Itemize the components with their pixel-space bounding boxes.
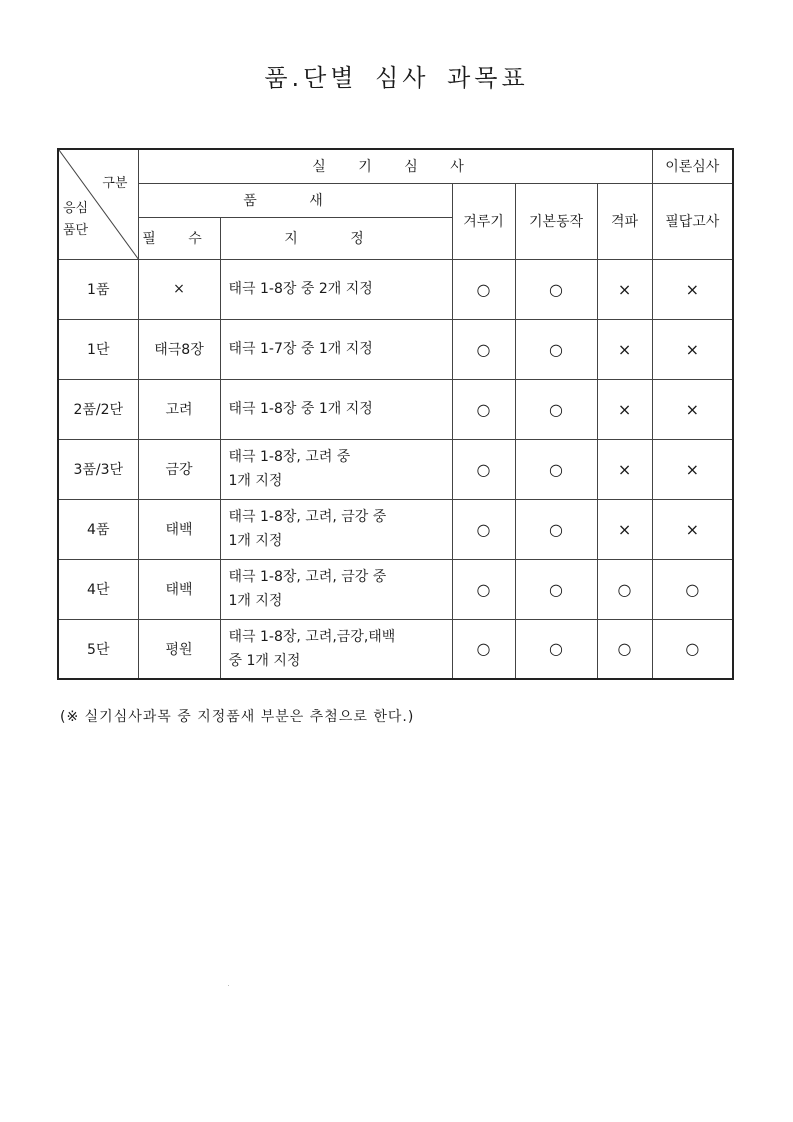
table-row	[58, 319, 733, 379]
header-row-2	[58, 183, 733, 217]
designated-line-2: 1개 지정	[228, 533, 283, 549]
designated-line-1: 태극 1-8장, 고려,금강,태백	[228, 628, 396, 645]
breaking-cell: ×	[597, 439, 652, 499]
required-cell: ×	[138, 259, 220, 319]
header-basics: 기본동작	[515, 183, 597, 259]
required-cell: 고려	[138, 379, 220, 439]
required-cell: 금강	[138, 439, 220, 499]
sparring-cell: ○	[452, 379, 515, 439]
written-cell: ○	[652, 619, 733, 679]
header-designated: 지 정	[220, 217, 452, 259]
sparring-cell: ○	[452, 439, 515, 499]
designated-cell	[220, 559, 452, 619]
breaking-cell: ○	[597, 619, 652, 679]
scan-speck	[228, 985, 229, 986]
exam-subject-table	[57, 148, 734, 680]
designated-line-2: 1개 지정	[228, 473, 283, 489]
designated-cell: 태극 1-8장 중 2개 지정	[220, 259, 452, 319]
rank-cell: 2품/2단	[58, 379, 138, 439]
sparring-cell: ○	[452, 559, 515, 619]
rank-cell: 1단	[58, 319, 138, 379]
corner-rank-label	[63, 198, 88, 242]
basics-cell: ○	[515, 499, 597, 559]
designated-line-1: 태극 1-8장, 고려, 금강 중	[228, 509, 387, 525]
basics-cell: ○	[515, 559, 597, 619]
sparring-cell: ○	[452, 259, 515, 319]
written-cell: ×	[652, 499, 733, 559]
header-sparring: 겨루기	[452, 183, 515, 259]
designated-cell: 태극 1-7장 중 1개 지정	[220, 319, 452, 379]
corner-rank-line-1: 응심	[63, 201, 89, 216]
breaking-cell: ×	[597, 319, 652, 379]
header-theory: 이론심사	[652, 149, 733, 183]
designated-cell	[220, 619, 452, 679]
table-row	[58, 259, 733, 319]
written-cell: ×	[652, 259, 733, 319]
designated-cell: 태극 1-8장 중 1개 지정	[220, 379, 452, 439]
header-row-1	[58, 149, 733, 183]
required-cell: 태극8장	[138, 319, 220, 379]
required-cell: 평원	[138, 619, 220, 679]
header-practical: 실 기 심 사	[138, 149, 652, 183]
sparring-cell: ○	[452, 619, 515, 679]
required-cell: 태백	[138, 559, 220, 619]
table-row	[58, 379, 733, 439]
breaking-cell: ×	[597, 379, 652, 439]
sparring-cell: ○	[452, 499, 515, 559]
rank-cell: 3품/3단	[58, 439, 138, 499]
required-cell: 태백	[138, 499, 220, 559]
table-row	[58, 559, 733, 619]
designated-line-2: 중 1개 지정	[228, 652, 301, 669]
written-cell: ×	[652, 319, 733, 379]
breaking-cell: ×	[597, 259, 652, 319]
header-poomsae: 품 새	[138, 183, 452, 217]
written-cell: ×	[652, 379, 733, 439]
written-cell: ○	[652, 559, 733, 619]
rank-cell: 1품	[58, 259, 138, 319]
designated-cell	[220, 499, 452, 559]
written-cell: ×	[652, 439, 733, 499]
table-row	[58, 499, 733, 559]
designated-cell	[220, 439, 452, 499]
basics-cell: ○	[515, 259, 597, 319]
table-row	[58, 619, 733, 679]
breaking-cell: ○	[597, 559, 652, 619]
footnote: (※ 실기심사과목 중 지정품새 부분은 추첨으로 한다.)	[60, 709, 415, 725]
rank-cell: 4품	[58, 499, 138, 559]
table-row	[58, 439, 733, 499]
designated-line-1: 태극 1-8장, 고려 중	[228, 449, 351, 465]
breaking-cell: ×	[597, 499, 652, 559]
header-required: 필 수	[138, 217, 220, 259]
sparring-cell: ○	[452, 319, 515, 379]
page-title: 품.단별 심사 과목표	[264, 64, 529, 92]
designated-line-1: 태극 1-8장, 고려, 금강 중	[228, 569, 387, 585]
corner-category-label: 구분	[102, 176, 128, 191]
basics-cell: ○	[515, 379, 597, 439]
basics-cell: ○	[515, 439, 597, 499]
corner-rank-line-2: 품단	[63, 223, 89, 238]
designated-line-2: 1개 지정	[228, 593, 283, 609]
rank-cell: 5단	[58, 619, 138, 679]
header-written: 필답고사	[652, 183, 733, 259]
basics-cell: ○	[515, 619, 597, 679]
corner-header-cell	[58, 149, 138, 259]
header-breaking: 격파	[597, 183, 652, 259]
basics-cell: ○	[515, 319, 597, 379]
rank-cell: 4단	[58, 559, 138, 619]
